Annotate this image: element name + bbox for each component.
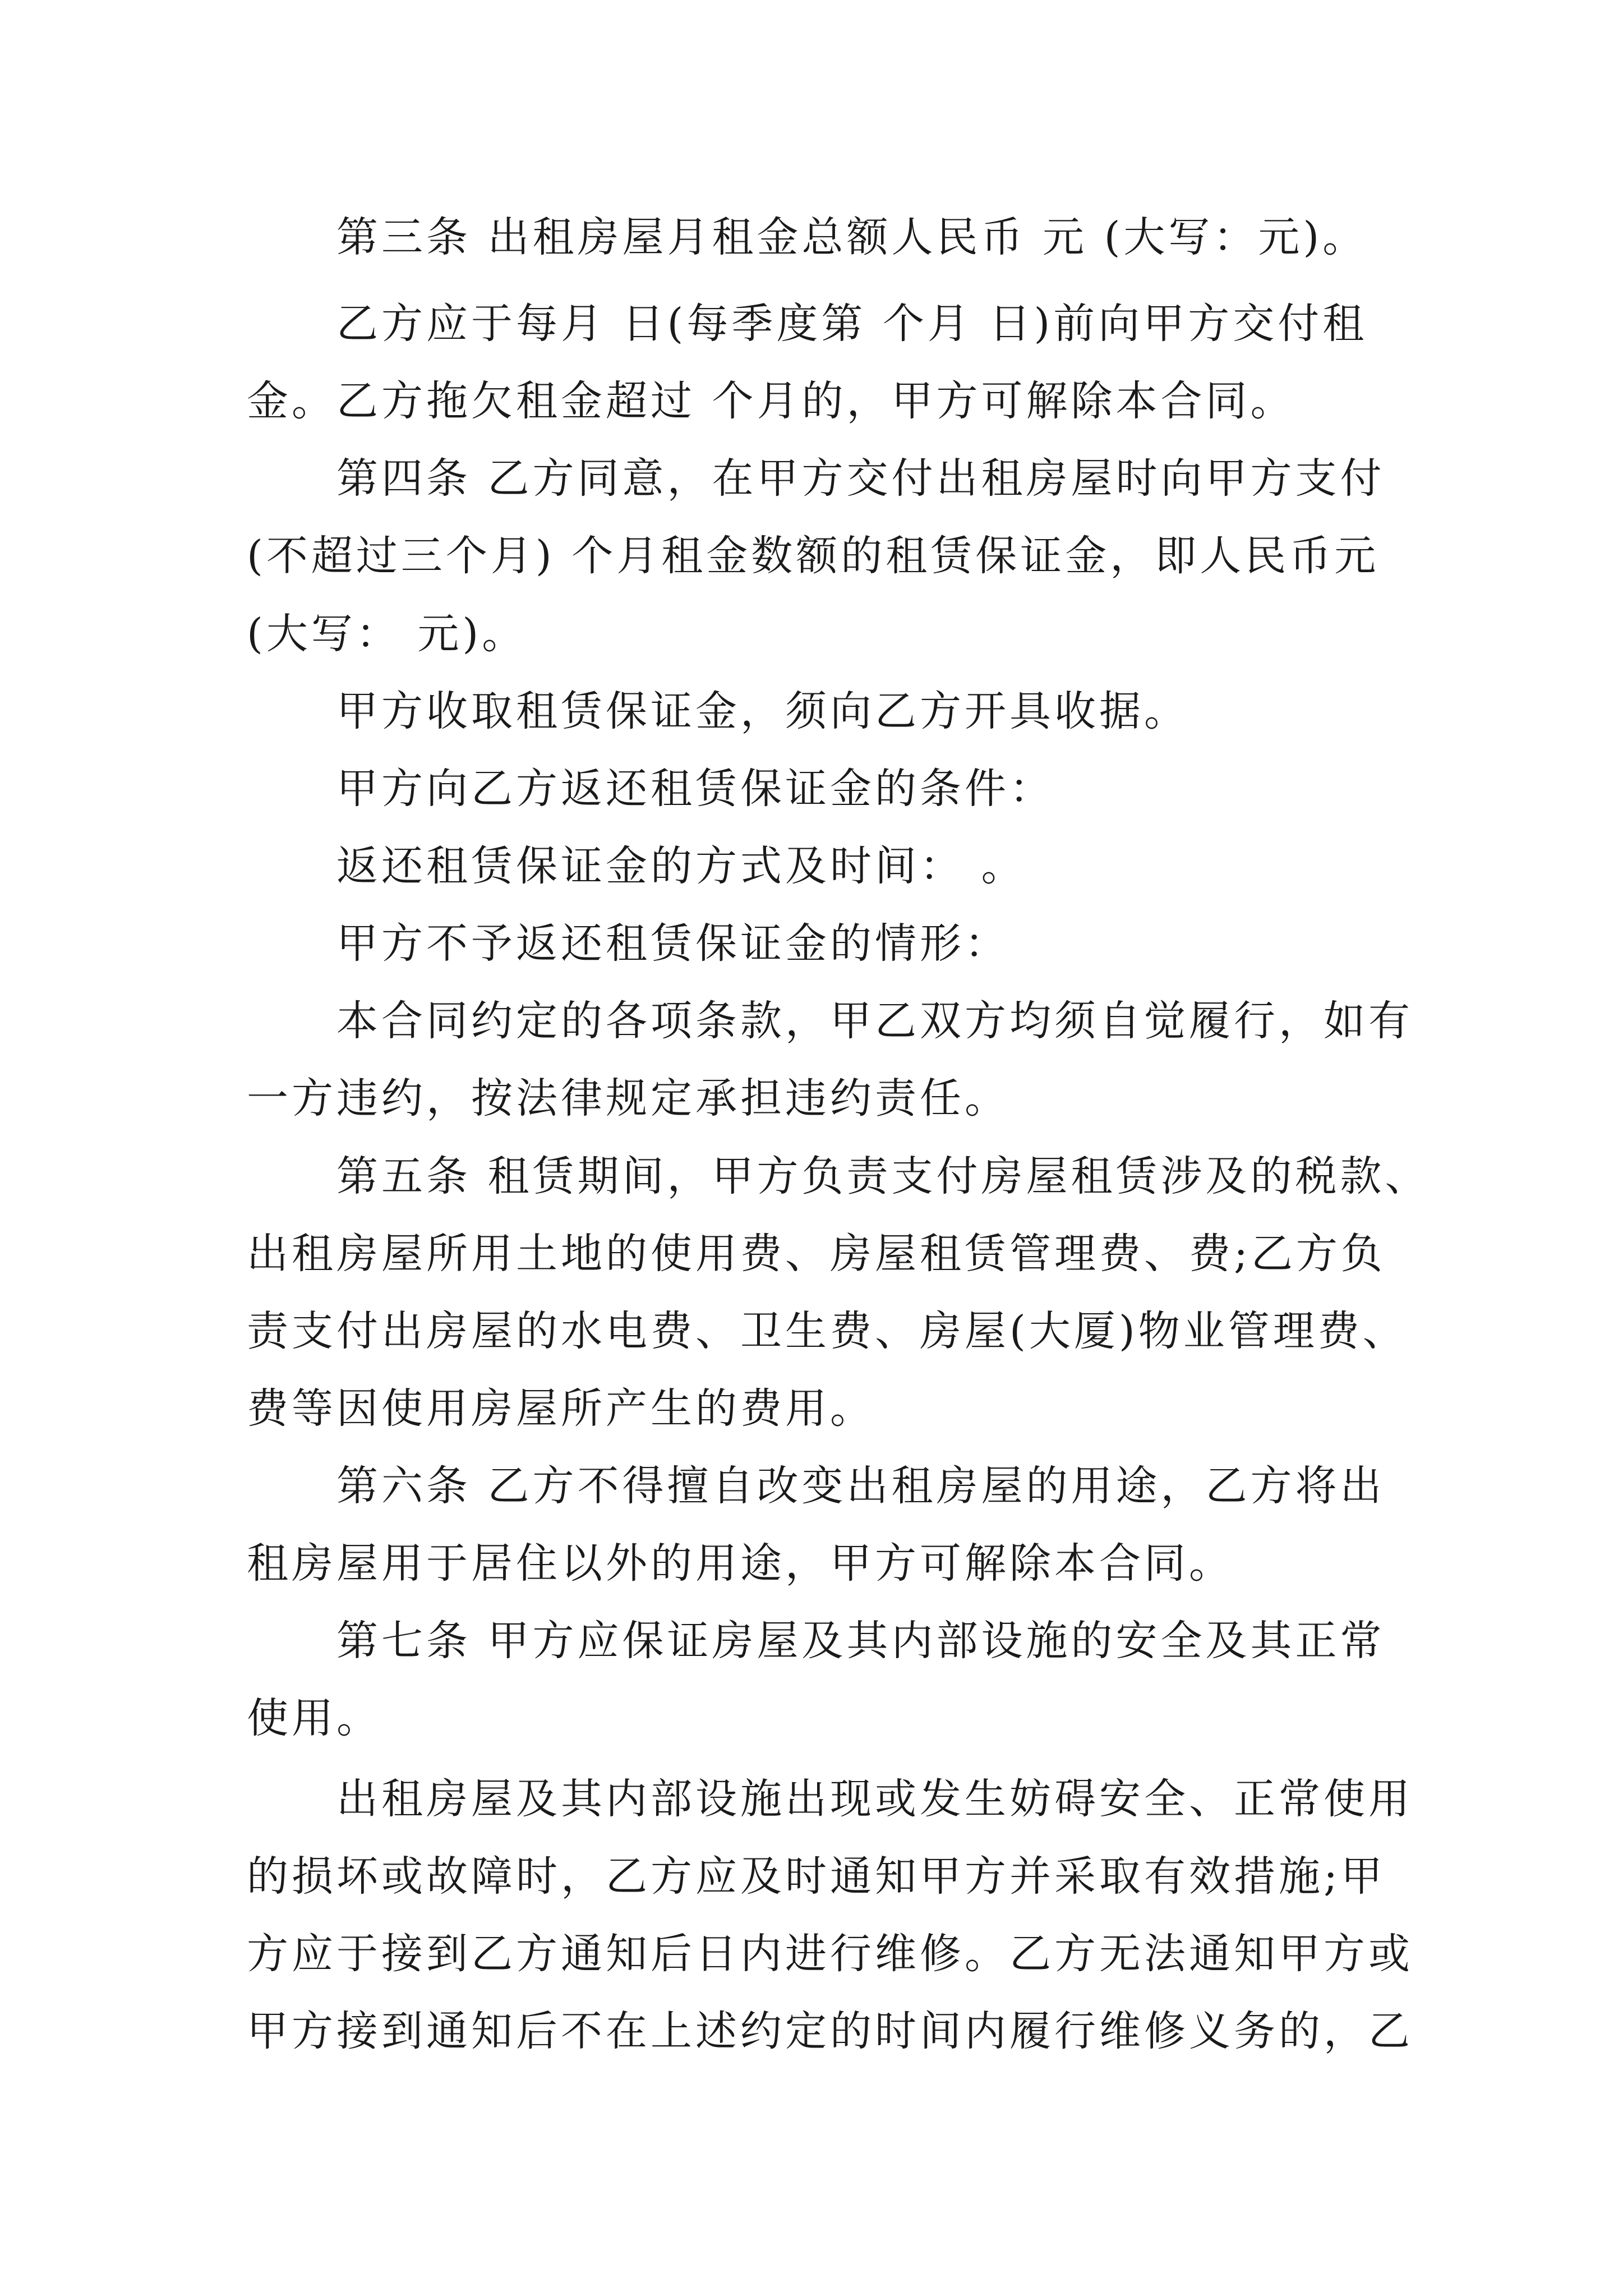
text-line: 方应于接到乙方通知后日内进行维修。乙方无法通知甲方或	[247, 1930, 1413, 1978]
text-line: 出租房屋所用土地的使用费、房屋租赁管理费、费;乙方负	[247, 1230, 1386, 1278]
text-line: 甲方收取租赁保证金，须向乙方开具收据。	[336, 687, 1189, 735]
text-line: 的损坏或故障时，乙方应及时通知甲方并采取有效措施;甲	[247, 1852, 1386, 1901]
text-line: 第六条 乙方不得擅自改变出租房屋的用途，乙方将出	[336, 1462, 1385, 1510]
text-line: 第四条 乙方同意，在甲方交付出租房屋时向甲方支付	[336, 454, 1385, 503]
text-line: 甲方不予返还租赁保证金的情形：	[336, 919, 1009, 968]
text-line: 第七条 甲方应保证房屋及其内部设施的安全及其正常	[336, 1617, 1385, 1665]
text-line: 出租房屋及其内部设施出现或发生妨碍安全、正常使用	[336, 1775, 1413, 1823]
text-line: 第三条 出租房屋月租金总额人民币 元 (大写：元)。	[336, 213, 1368, 261]
text-line: 一方违约，按法律规定承担违约责任。	[247, 1074, 1009, 1122]
text-line: 第五条 租赁期间，甲方负责支付房屋租赁涉及的税款、	[336, 1152, 1430, 1200]
text-line: 使用。	[247, 1694, 381, 1742]
text-line: 乙方应于每月 日(每季度第 个月 日)前向甲方交付租	[336, 300, 1368, 348]
text-line: (不超过三个月) 个月租金数额的租赁保证金，即人民币元	[247, 532, 1380, 580]
text-line: 返还租赁保证金的方式及时间： 。	[336, 842, 1026, 890]
text-line: 本合同约定的各项条款，甲乙双方均须自觉履行，如有	[336, 997, 1413, 1045]
text-line: (大写： 元)。	[247, 610, 527, 658]
text-line: 甲方向乙方返还租赁保证金的条件：	[336, 765, 1054, 813]
text-line: 费等因使用房屋所产生的费用。	[247, 1384, 875, 1433]
text-line: 责支付出房屋的水电费、卫生费、房屋(大厦)物业管理费、	[247, 1307, 1408, 1355]
text-line: 租房屋用于居住以外的用途，甲方可解除本合同。	[247, 1539, 1234, 1588]
text-line: 甲方接到通知后不在上述约定的时间内履行维修义务的，乙	[247, 2007, 1413, 2055]
text-line: 金。乙方拖欠租金超过 个月的，甲方可解除本合同。	[247, 377, 1295, 425]
